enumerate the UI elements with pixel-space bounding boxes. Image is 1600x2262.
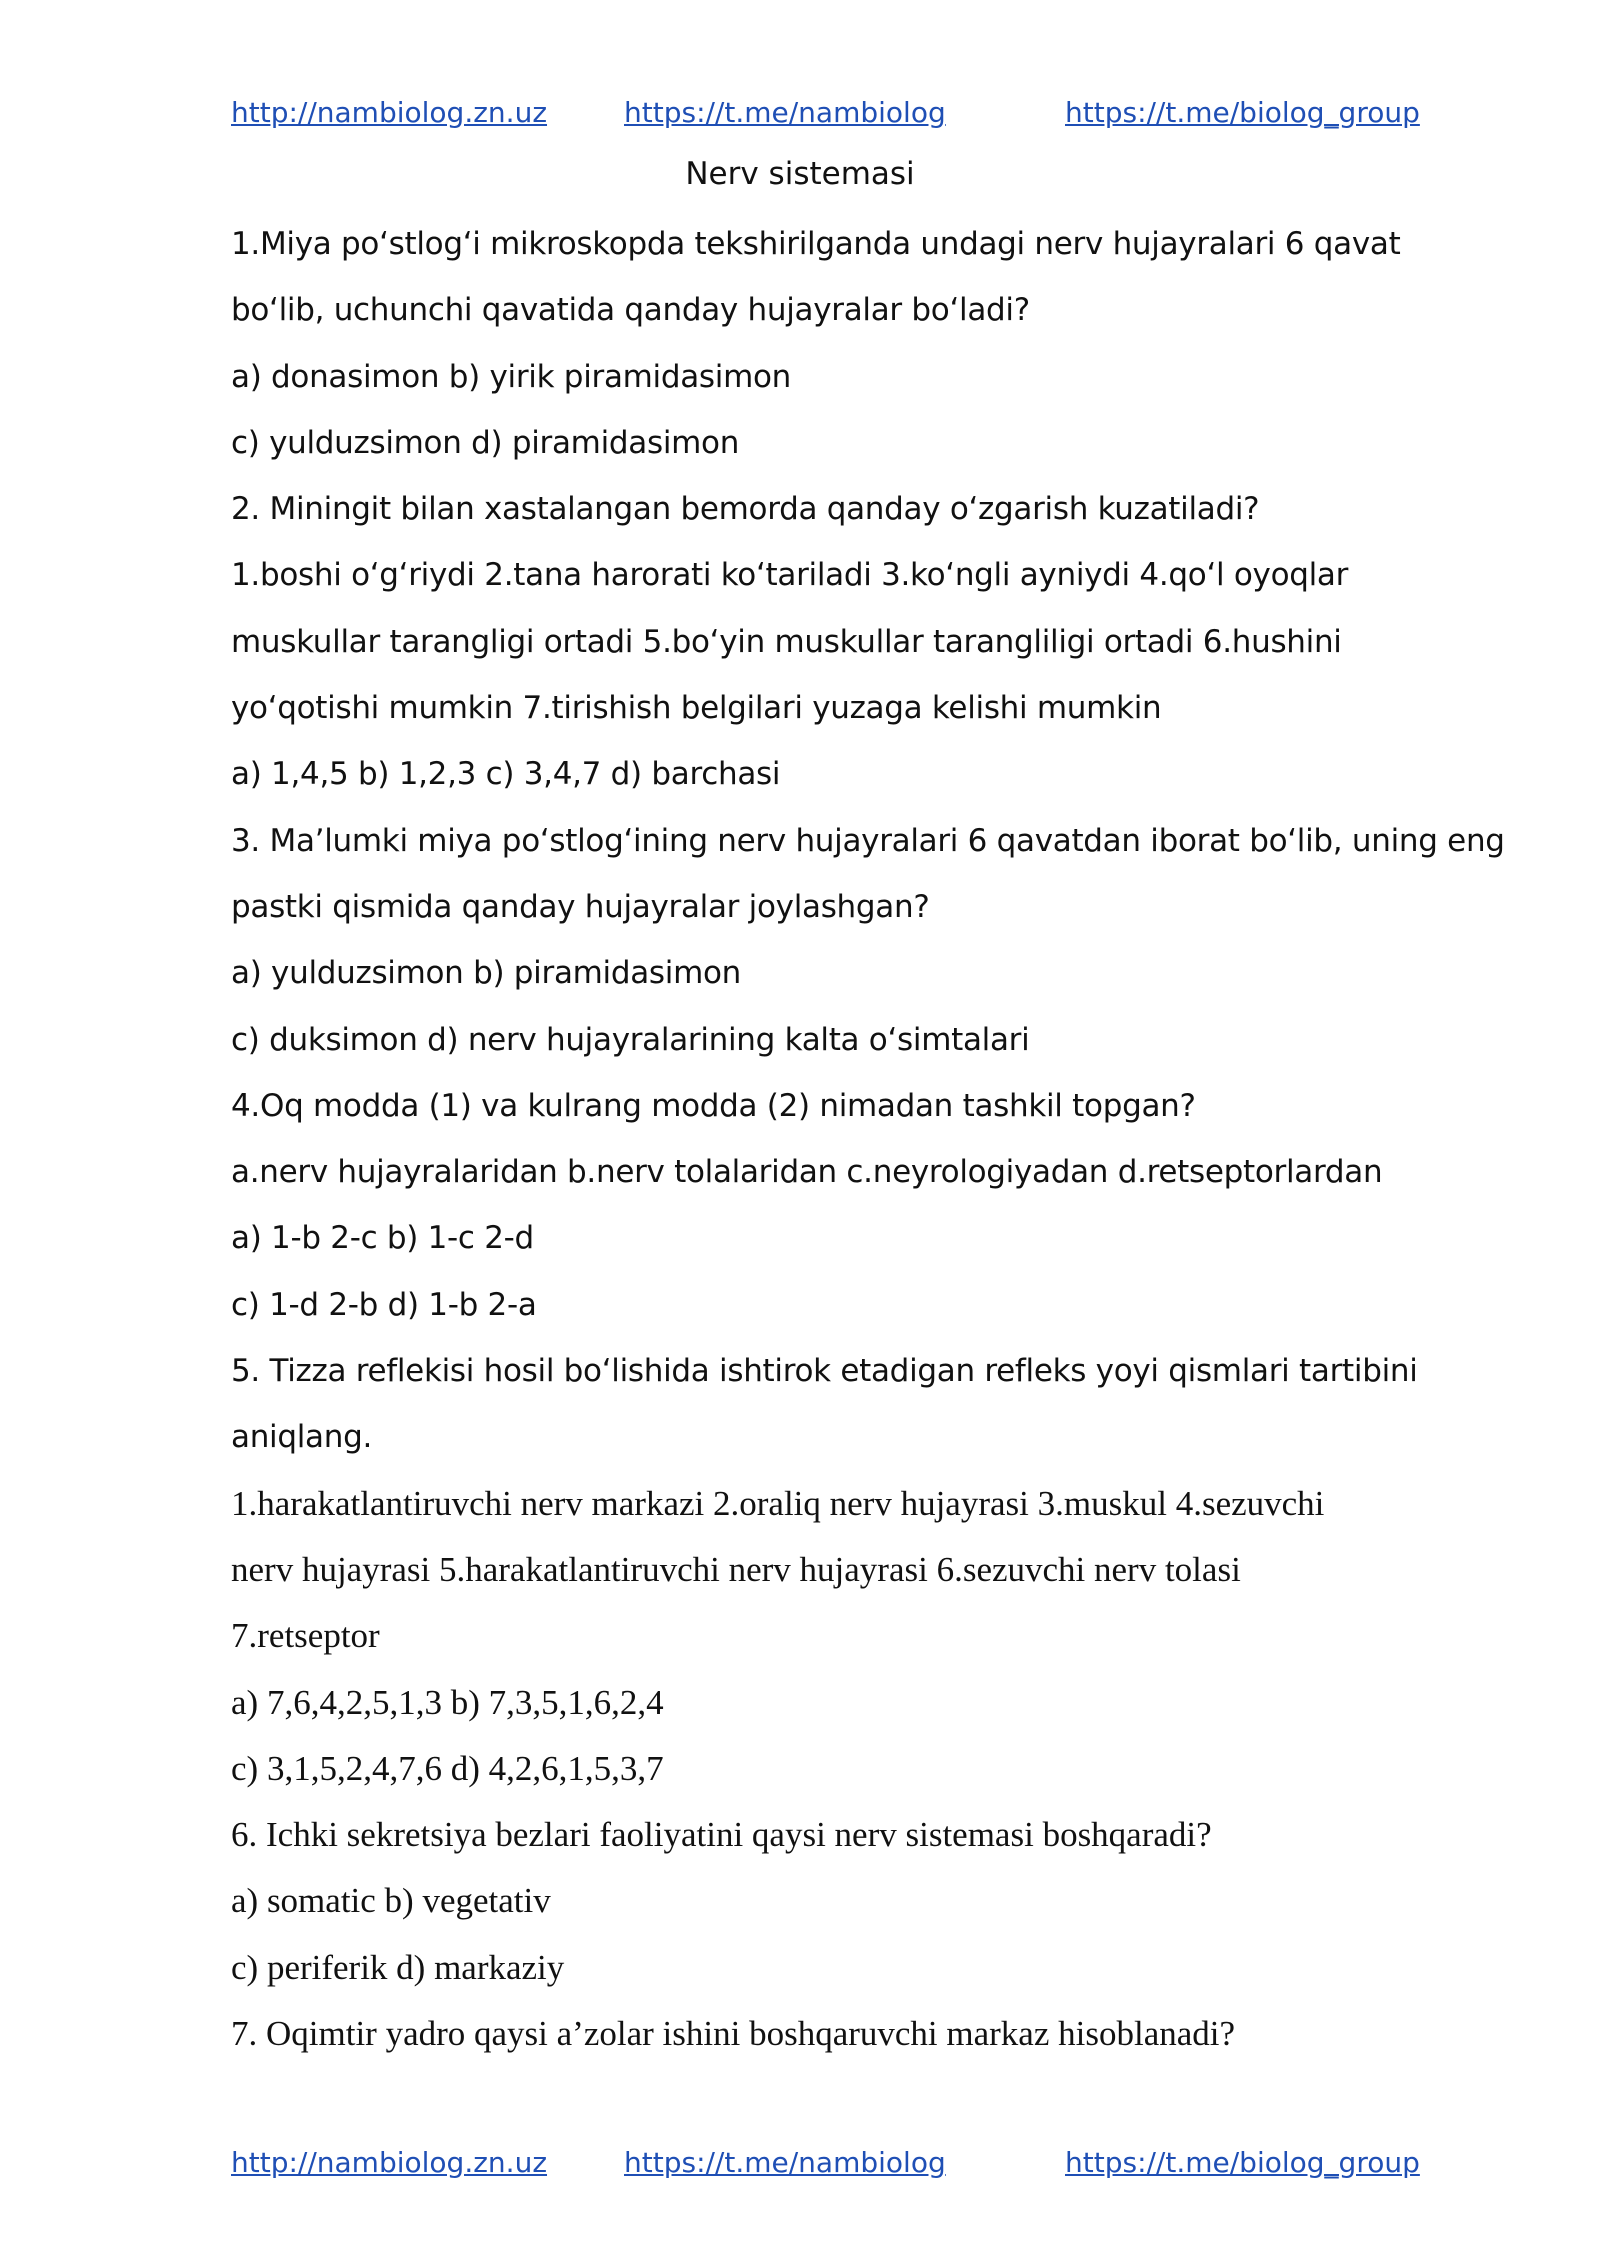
footer-link-telegram-nambiolog[interactable]: https://t.me/nambiolog [624,2146,946,2179]
question-5-text: 5. Tizza reflekisi hosil boʻlishida ishtirok etadigan refleks yoyi qismlari tartibini [231,1353,1418,1390]
question-6-options-ab: a) somatic b) vegetativ [231,1881,551,1921]
question-5-text-cont: aniqlang. [231,1419,373,1456]
question-4-options-ab: a) 1-b 2-c b) 1-c 2-d [231,1220,534,1257]
question-2-statements: 1.boshi oʻgʻriydi 2.tana harorati koʻtariladi 3.koʻngli ayniydi 4.qoʻl oyoqlar [231,557,1349,594]
question-7-text: 7. Oqimtir yadro qaysi a’zolar ishini boshqaruvchi markaz hisoblanadi? [231,2014,1236,2054]
footer-link-nambiolog-site[interactable]: http://nambiolog.zn.uz [231,2146,548,2179]
question-1-options-cd: c) yulduzsimon d) piramidasimon [231,424,740,461]
header-link-telegram-biolog-group[interactable]: https://t.me/biolog_group [1065,96,1420,129]
question-6-options-cd: c) periferik d) markaziy [231,1947,565,1987]
header-link-telegram-nambiolog[interactable]: https://t.me/nambiolog [624,96,946,129]
question-5-options-ab: a) 7,6,4,2,5,1,3 b) 7,3,5,1,6,2,4 [231,1682,664,1722]
question-4-items: a.nerv hujayralaridan b.nerv tolalaridan c.neyrologiyadan d.retseptorlardan [231,1154,1383,1191]
question-5-items-cont: nerv hujayrasi 5.harakatlantiruvchi nerv hujayrasi 6.sezuvchi nerv tolasi [231,1549,1241,1589]
question-1-text-cont: boʻlib, uchunchi qavatida qanday hujayralar boʻladi? [231,292,1030,329]
question-5-options-cd: c) 3,1,5,2,4,7,6 d) 4,2,6,1,5,3,7 [231,1748,664,1788]
question-3-options-ab: a) yulduzsimon b) piramidasimon [231,955,741,992]
question-2-statements-end: yoʻqotishi mumkin 7.tirishish belgilari yuzaga kelishi mumkin [231,690,1162,727]
question-2-statements-cont: muskullar tarangligi ortadi 5.boʻyin muskullar tarangliligi ortadi 6.hushini [231,623,1342,660]
header-links [231,96,1431,136]
page-title: Nerv sistemasi [685,156,915,192]
question-4-text: 4.Oq modda (1) va kulrang modda (2) nimadan tashkil topgan? [231,1087,1196,1124]
footer-link-telegram-biolog-group[interactable]: https://t.me/biolog_group [1065,2146,1420,2179]
question-5-items-end: 7.retseptor [231,1616,380,1656]
question-1-options-ab: a) donasimon b) yirik piramidasimon [231,358,792,395]
footer-links [231,2146,1431,2186]
header-link-nambiolog-site[interactable]: http://nambiolog.zn.uz [231,96,548,129]
question-2-text: 2. Miningit bilan xastalangan bemorda qanday oʻzgarish kuzatiladi? [231,491,1260,528]
question-1-text: 1.Miya poʻstlogʻi mikroskopda tekshirilganda undagi nerv hujayralari 6 qavat [231,226,1401,262]
question-2-options: a) 1,4,5 b) 1,2,3 c) 3,4,7 d) barchasi [231,756,781,793]
question-4-options-cd: c) 1-d 2-b d) 1-b 2-a [231,1286,537,1323]
question-3-text-cont: pastki qismida qanday hujayralar joylashgan? [231,888,930,925]
question-6-text: 6. Ichki sekretsiya bezlari faoliyatini qaysi nerv sistemasi boshqaradi? [231,1815,1212,1855]
question-5-items: 1.harakatlantiruvchi nerv markazi 2.oraliq nerv hujayrasi 3.muskul 4.sezuvchi [231,1483,1325,1523]
question-list [231,216,1531,2072]
question-3-text: 3. Ma’lumki miya poʻstlogʻining nerv hujayralari 6 qavatdan iborat boʻlib, uning eng [231,822,1505,859]
question-3-options-cd: c) duksimon d) nerv hujayralarining kalta oʻsimtalari [231,1021,1030,1058]
